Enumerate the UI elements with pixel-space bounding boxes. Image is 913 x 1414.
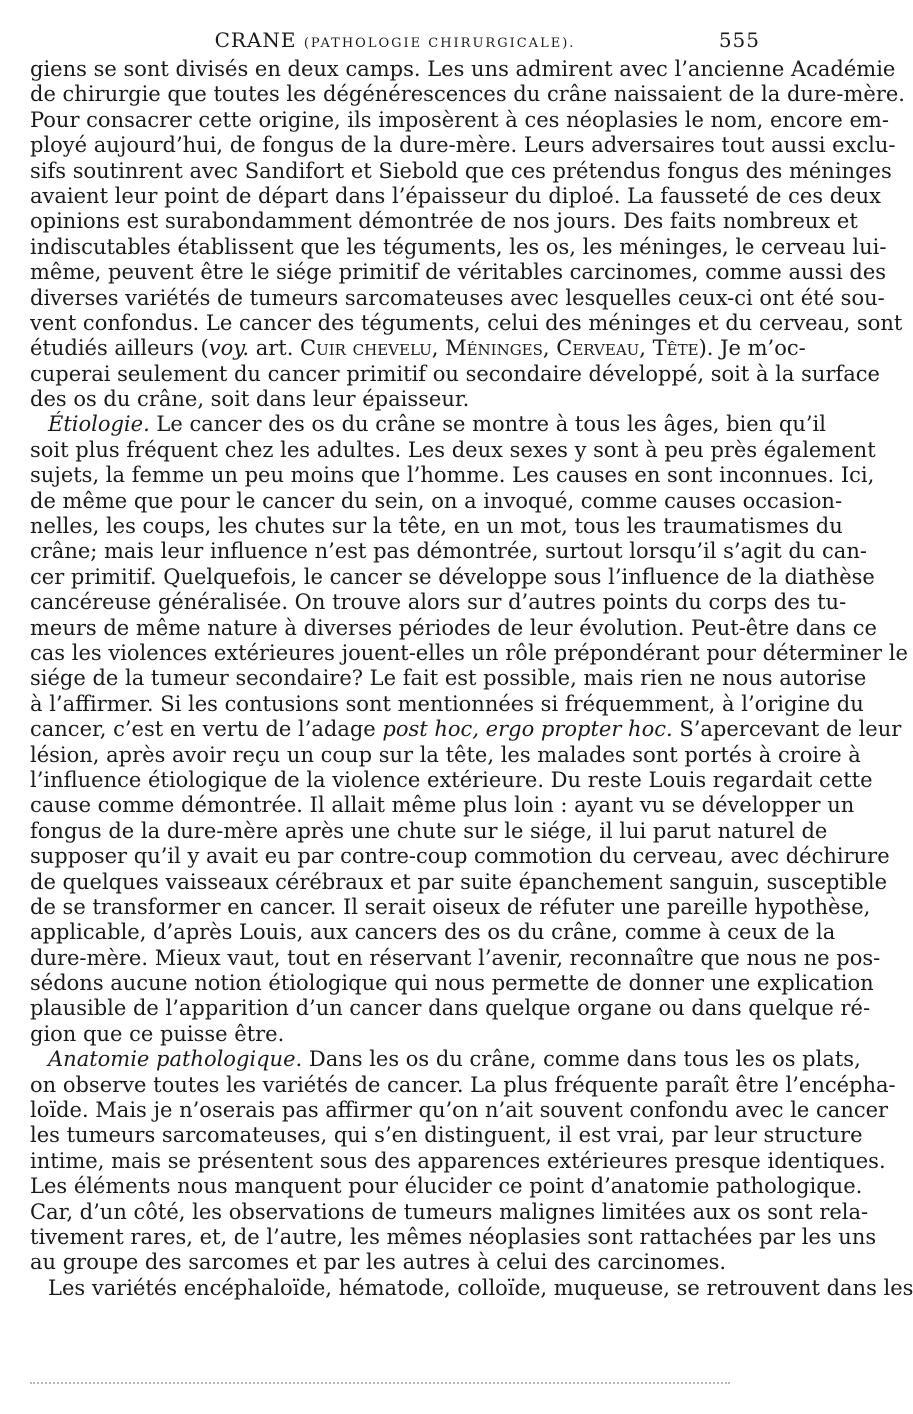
text-line: [30, 615, 877, 641]
text-run: art.: [249, 336, 301, 361]
text-run: vent confondus. Le cancer des téguments, celui des méninges et du cerveau, sont: [30, 310, 903, 335]
text-run: Le cancer des os du crâne se montre à tous les âges, bien qu’il: [149, 412, 826, 437]
text-run: applicable, d’après Louis, aux cancers des os du crâne, comme à ceux de la: [30, 920, 836, 945]
text-line: [30, 767, 873, 793]
text-run: S’apercevant de leur: [672, 717, 902, 742]
text-line: [30, 1174, 863, 1199]
text-line: [30, 463, 875, 488]
text-line: [30, 260, 887, 285]
running-head: [30, 28, 760, 54]
text-run: soit plus fréquent chez les adultes. Les deux sexes y sont à peu près également: [30, 437, 876, 462]
text-run: à l’affirmer. Si les contusions sont mentionnées si fréquemment, à l’origine du: [30, 691, 864, 716]
text-run: cas les violences extérieures jouent-elles un rôle prépondérant pour déterminer le: [30, 640, 908, 665]
text-run: on observe toutes les variétés de cancer. La plus fréquente paraît être l’encépha-: [30, 1072, 896, 1097]
text-run: Les variétés encéphaloïde, hématode, colloïde, muqueuse, se retrouvent dans les: [48, 1275, 913, 1300]
text-line: [30, 209, 858, 234]
text-line: [30, 996, 871, 1021]
text-run: de chirurgie que toutes les dégénérescences du crâne naissaient de la dure-mère.: [30, 82, 905, 107]
text-run: sujets, la femme un peu moins que l’homme. Les causes en sont inconnues. Ici,: [30, 463, 875, 488]
text-run: meurs de même nature à diverses périodes de leur évolution. Peut-être dans ce: [30, 615, 877, 640]
text-run: de même que pour le cancer du sein, on a invoqué, comme causes occasion-: [30, 488, 843, 513]
text-line: [30, 818, 828, 844]
text-run: fongus de la dure-mère après une chute sur le siége, il lui parut naturel de: [30, 818, 828, 843]
text-line: [30, 742, 861, 768]
text-run: des os du crâne, soit dans leur épaisseur.: [30, 387, 470, 412]
text-run: l’influence étiologique de la violence extérieure. Du reste Louis regardait cette: [30, 767, 873, 792]
text-line: [30, 1123, 863, 1148]
text-run: cause comme démontrée. Il allait même plus loin : ayant vu se développer un: [30, 793, 855, 818]
text-line: [30, 844, 890, 869]
text-line: [30, 1224, 877, 1250]
text-line: [30, 285, 885, 311]
text-run: dure-mère. Mieux vaut, tout en réservant l’avenir, reconnaître que nous ne pos-: [30, 945, 881, 970]
text-line: [30, 793, 855, 818]
text-run: même, peuvent être le siége primitif de véritables carcinomes, comme aussi des: [30, 260, 887, 285]
text-line: [30, 564, 875, 590]
text-line: [30, 514, 843, 539]
text-line: [30, 1098, 889, 1123]
text-run: Dans les os du crâne, comme dans tous les os plats,: [302, 1047, 861, 1072]
text-line: [30, 920, 836, 945]
text-line: [30, 1148, 886, 1174]
text-line: [30, 488, 843, 514]
text-run: avaient leur point de départ dans l’épaisseur du diploé. La fausseté de ces deux: [30, 183, 881, 208]
text-run: cer primitif. Quelquefois, le cancer se développe sous l’influence de la diathèse: [30, 564, 875, 589]
text-line: [30, 158, 892, 184]
head-subtitle: (PATHOLOGIE CHIRURGICALE).: [303, 36, 576, 51]
text-line: [30, 107, 889, 133]
text-run: les tumeurs sarcomateuses, qui s’en distinguent, il est vrai, par leur structure: [30, 1123, 863, 1148]
footer-rule: [30, 1382, 730, 1386]
text-run: tivement rares, et, de l’autre, les mêmes néoplasies sont rattachées par les uns: [30, 1224, 877, 1249]
text-run: lésion, après avoir reçu un coup sur la tête, les malades sont portés à croire à: [30, 742, 861, 767]
text-run: diverses variétés de tumeurs sarcomateuses avec lesquelles ceux-ci ont été sou-: [30, 285, 885, 310]
text-line: [30, 133, 896, 158]
text-run: nelles, les coups, les chutes sur la tête, en un mot, tous les traumatismes du: [30, 514, 843, 539]
text-run: sédons aucune notion étiologique qui nous permette de donner une explication: [30, 971, 874, 996]
text-run: de se transformer en cancer. Il serait oiseux de réfuter une pareille hypothèse,: [30, 894, 871, 919]
text-line: [30, 666, 867, 691]
text-run: opinions est surabondamment démontrée de nos jours. Des faits nombreux et: [30, 209, 858, 234]
text-line: [30, 336, 806, 361]
text-line: [30, 361, 880, 387]
text-line: [30, 691, 864, 717]
text-line: [30, 640, 908, 666]
text-line: [30, 1047, 861, 1072]
text-line: [30, 539, 867, 564]
text-run: siége de la tumeur secondaire? Le fait est possible, mais rien ne nous autorise: [30, 666, 867, 691]
text-line: [30, 894, 871, 920]
text-line: [30, 437, 876, 463]
head-title-word: CRANE: [214, 28, 297, 52]
text-line: [30, 412, 826, 437]
text-run: Car, d’un côté, les observations de tumeurs malignes limitées aux os sont rela-: [30, 1199, 869, 1224]
running-head-title: [30, 28, 760, 52]
text-run: supposer qu’il y avait eu par contre-coup commotion du cerveau, avec déchirure: [30, 844, 890, 869]
text-line: [30, 387, 740, 412]
text-run: sifs soutinrent avec Sandifort et Siebold que ces prétendus fongus des méninges: [30, 158, 892, 183]
text-run: de quelques vaisseaux cérébraux et par suite épanchement sanguin, susceptible: [30, 869, 888, 894]
text-line: [30, 869, 888, 895]
italic-text: Étiologie.: [48, 412, 150, 437]
text-run: loïde. Mais je n’oserais pas affirmer qu’on n’ait souvent confondu avec le cancer: [30, 1098, 889, 1123]
text-line: [30, 590, 847, 615]
text-line: [30, 1275, 913, 1301]
text-run: au groupe des sarcomes et par les autres à celui des carcinomes.: [30, 1250, 727, 1275]
text-line: [30, 310, 903, 336]
text-run: ). Je m’oc-: [698, 336, 806, 361]
text-line: [30, 234, 887, 260]
text-line: [30, 717, 902, 742]
text-run: cancéreuse généralisée. On trouve alors sur d’autres points du corps des tu-: [30, 590, 847, 615]
text-line: [30, 57, 896, 82]
italic-text: post hoc, ergo propter hoc.: [382, 717, 673, 742]
text-line: [30, 82, 905, 107]
text-line: [30, 1199, 869, 1225]
text-run: cancer, c’est en vertu de l’adage: [30, 717, 383, 742]
italic-text: voy.: [208, 336, 250, 361]
text-line: [30, 971, 874, 996]
text-run: Les éléments nous manquent pour élucider ce point d’anatomie pathologique.: [30, 1174, 863, 1199]
text-line: [30, 1022, 740, 1047]
text-run: étudiés ailleurs (: [30, 336, 209, 361]
text-line: [30, 1072, 896, 1098]
text-line: [30, 945, 881, 971]
text-line: [30, 183, 881, 209]
text-run: plausible de l’apparition d’un cancer dans quelque organe ou dans quelque ré-: [30, 996, 871, 1021]
text-line: [30, 1250, 740, 1275]
text-run: gion que ce puisse être.: [30, 1021, 285, 1046]
text-run: crâne; mais leur influence n’est pas démontrée, surtout lorsqu’il s’agit du can-: [30, 539, 867, 564]
page-number: 555: [718, 28, 760, 52]
text-run: intime, mais se présentent sous des apparences extérieures presque identiques.: [30, 1148, 886, 1173]
small-caps-text: Cuir chevelu, Méninges, Cerveau, Tête: [300, 336, 699, 361]
text-run: giens se sont divisés en deux camps. Les uns admirent avec l’ancienne Académie: [30, 57, 896, 81]
text-run: indiscutables établissent que les téguments, les os, les méninges, le cerveau lui-: [30, 234, 887, 259]
text-run: ployé aujourd’hui, de fongus de la dure-mère. Leurs adversaires tout aussi exclu-: [30, 133, 896, 158]
text-run: Pour consacrer cette origine, ils imposèrent à ces néoplasies le nom, encore em-: [30, 107, 889, 132]
text-run: cuperai seulement du cancer primitif ou secondaire développé, soit à la surface: [30, 361, 880, 386]
body-text: [30, 57, 913, 1301]
italic-text: Anatomie pathologique.: [48, 1047, 303, 1072]
